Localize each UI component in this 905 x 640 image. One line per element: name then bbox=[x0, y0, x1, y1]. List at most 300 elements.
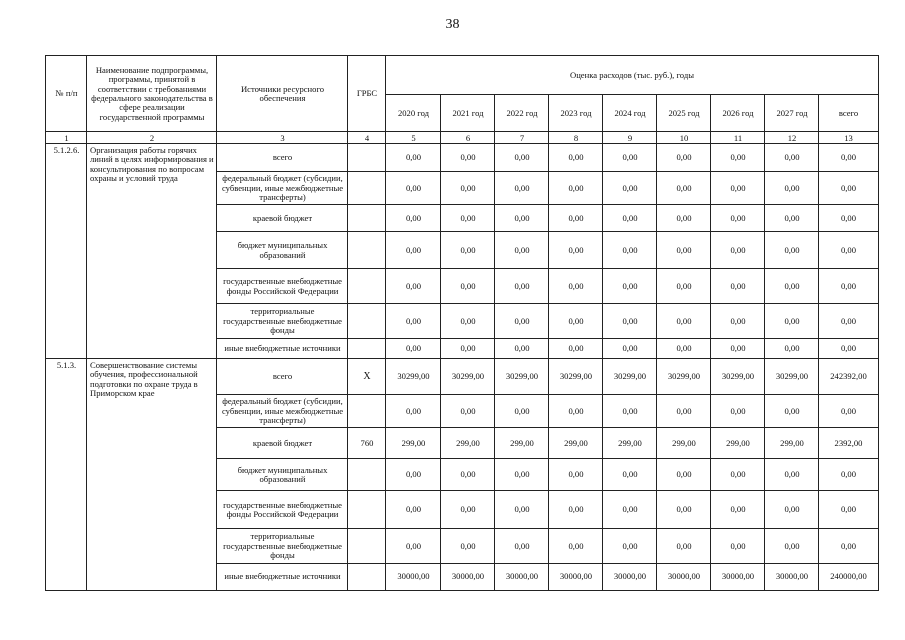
group-1-row-0-value-2-text: 30299,00 bbox=[505, 371, 539, 382]
group-0-row-6-value-7-text: 0,00 bbox=[784, 343, 800, 354]
group-1-row-3-value-1-text: 0,00 bbox=[460, 469, 476, 480]
group-1-row-3-value-2 bbox=[494, 458, 549, 491]
group-1-row-4-value-8-text: 0,00 bbox=[840, 504, 857, 515]
group-0-row-4-value-5-text: 0,00 bbox=[676, 280, 692, 291]
group-0-row-0-value-7 bbox=[764, 143, 819, 172]
group-0-row-1-value-6-text: 0,00 bbox=[730, 182, 746, 193]
group-0-row-1-value-8-text: 0,00 bbox=[840, 182, 857, 193]
group-0-row-4-value-1-text: 0,00 bbox=[460, 280, 476, 291]
group-1-row-2-value-6-text: 299,00 bbox=[726, 437, 750, 448]
group-0-row-4-grbs bbox=[347, 268, 386, 304]
group-1-num-text: 5.1.3. bbox=[56, 360, 77, 370]
group-0-row-0-value-1 bbox=[440, 143, 495, 172]
group-1-row-3-value-6-text: 0,00 bbox=[730, 469, 746, 480]
group-0-row-3-value-4-text: 0,00 bbox=[622, 244, 638, 255]
group-0-row-5-value-1 bbox=[440, 303, 495, 339]
group-1-row-0-value-4 bbox=[602, 358, 657, 395]
group-0-name-text: Организация работы горячих линий в целях информирования и консультирования по вопросам охраны и условий труда bbox=[90, 145, 214, 184]
group-1-row-4-value-5-text: 0,00 bbox=[676, 504, 692, 515]
group-0-row-2-value-7 bbox=[764, 204, 819, 232]
group-0-row-2-value-1 bbox=[440, 204, 495, 232]
group-1-row-2-grbs bbox=[347, 427, 386, 459]
group-1-row-1-value-1-text: 0,00 bbox=[460, 405, 476, 416]
group-1-row-1-value-4 bbox=[602, 394, 657, 428]
group-1-row-0-grbs bbox=[347, 358, 386, 395]
group-0-row-4-value-4-text: 0,00 bbox=[622, 280, 638, 291]
group-0-row-4-value-7-text: 0,00 bbox=[784, 280, 800, 291]
header-num-text: № п/п bbox=[55, 88, 78, 99]
header-estimate bbox=[385, 55, 879, 95]
group-1-row-2-grbs-text: 760 bbox=[360, 437, 374, 448]
group-0-row-5-value-8 bbox=[818, 303, 879, 339]
group-0-row-2-value-0-text: 0,00 bbox=[405, 212, 422, 223]
group-0-row-0-grbs bbox=[347, 143, 386, 172]
header-year-7-text: 2027 год bbox=[776, 107, 808, 118]
group-0-row-6-value-5 bbox=[656, 338, 711, 359]
header-year-6-text: 2026 год bbox=[722, 107, 754, 118]
group-1-row-1-value-5-text: 0,00 bbox=[676, 405, 692, 416]
group-0-row-4-value-8-text: 0,00 bbox=[840, 280, 857, 291]
group-1-row-1-source bbox=[216, 394, 348, 428]
group-1-row-3-value-8-text: 0,00 bbox=[840, 469, 857, 480]
group-1-row-5-source bbox=[216, 528, 348, 564]
column-number-3-text: 3 bbox=[280, 132, 285, 143]
group-1-row-1-value-4-text: 0,00 bbox=[622, 405, 638, 416]
header-grbs-text: ГРБС bbox=[356, 88, 378, 99]
group-1-row-1-value-7-text: 0,00 bbox=[784, 405, 800, 416]
group-1-row-2-value-0-text: 299,00 bbox=[401, 437, 426, 448]
group-0-row-6-value-1 bbox=[440, 338, 495, 359]
group-1-row-1-value-2 bbox=[494, 394, 549, 428]
group-1-row-3-value-3 bbox=[548, 458, 603, 491]
column-number-12-text: 12 bbox=[787, 132, 797, 143]
group-0-row-1-value-1-text: 0,00 bbox=[460, 182, 476, 193]
header-year-2 bbox=[494, 94, 549, 132]
header-num bbox=[45, 55, 87, 132]
group-1-row-4-value-7-text: 0,00 bbox=[784, 504, 800, 515]
group-0-row-3-value-7 bbox=[764, 231, 819, 269]
group-0-row-1-value-5-text: 0,00 bbox=[676, 182, 692, 193]
group-0-row-1-source bbox=[216, 171, 348, 205]
group-0-row-1-value-1 bbox=[440, 171, 495, 205]
group-1-row-0-value-7-text: 30299,00 bbox=[775, 371, 809, 382]
group-1-row-0-value-4-text: 30299,00 bbox=[613, 371, 647, 382]
group-0-row-0-value-5-text: 0,00 bbox=[676, 152, 692, 163]
header-source-text: Источники ресурсного обеспечения bbox=[240, 83, 325, 103]
group-1-row-2-value-0 bbox=[385, 427, 441, 459]
column-number-2-text: 2 bbox=[149, 132, 155, 143]
group-1-row-6-value-0 bbox=[385, 563, 441, 591]
column-number-11-text: 11 bbox=[733, 132, 743, 143]
group-1-row-6-value-8-text: 240000,00 bbox=[830, 571, 867, 582]
group-0-row-2-value-2 bbox=[494, 204, 549, 232]
group-1-row-5-value-1-text: 0,00 bbox=[460, 540, 476, 551]
group-0-row-5-value-5-text: 0,00 bbox=[676, 315, 692, 326]
group-0-row-0-value-5 bbox=[656, 143, 711, 172]
group-1-row-6-value-8 bbox=[818, 563, 879, 591]
group-1-row-3-grbs bbox=[347, 458, 386, 491]
group-1-row-5-value-7-text: 0,00 bbox=[784, 540, 800, 551]
header-year-4-text: 2024 год bbox=[614, 107, 646, 118]
group-1-row-3-value-1 bbox=[440, 458, 495, 491]
group-1-row-4-value-8 bbox=[818, 490, 879, 529]
group-0-row-4-value-2-text: 0,00 bbox=[514, 280, 530, 291]
group-1-row-0-value-3-text: 30299,00 bbox=[559, 371, 593, 382]
group-1-row-3-value-7-text: 0,00 bbox=[784, 469, 800, 480]
group-1-row-6-value-6-text: 30000,00 bbox=[721, 571, 755, 582]
group-0-row-2-value-4 bbox=[602, 204, 657, 232]
group-0-row-4-value-6 bbox=[710, 268, 765, 304]
column-number-10-text: 10 bbox=[679, 132, 689, 143]
group-0-row-6-value-5-text: 0,00 bbox=[676, 343, 692, 354]
group-0-row-4-value-0 bbox=[385, 268, 441, 304]
group-1-row-6-value-1-text: 30000,00 bbox=[451, 571, 485, 582]
group-0-row-2-value-3 bbox=[548, 204, 603, 232]
group-1-row-4-value-6 bbox=[710, 490, 765, 529]
group-0-row-1-value-4 bbox=[602, 171, 657, 205]
group-1-row-4-grbs bbox=[347, 490, 386, 529]
group-0-row-0-value-0-text: 0,00 bbox=[405, 152, 422, 163]
group-1-row-3-value-4 bbox=[602, 458, 657, 491]
group-0-row-3-value-6 bbox=[710, 231, 765, 269]
group-0-row-4-value-2 bbox=[494, 268, 549, 304]
group-1-row-2-value-1-text: 299,00 bbox=[456, 437, 480, 448]
group-0-row-0-value-2-text: 0,00 bbox=[514, 152, 530, 163]
group-0-row-5-value-4-text: 0,00 bbox=[622, 315, 638, 326]
group-1-row-3-value-3-text: 0,00 bbox=[568, 469, 584, 480]
header-year-4 bbox=[602, 94, 657, 132]
group-0-row-3-value-3-text: 0,00 bbox=[568, 244, 584, 255]
group-0-row-4-value-0-text: 0,00 bbox=[405, 280, 422, 291]
group-1-row-6-value-0-text: 30000,00 bbox=[397, 571, 430, 582]
group-0-row-6-value-8-text: 0,00 bbox=[840, 343, 857, 354]
group-1-row-1-value-8 bbox=[818, 394, 879, 428]
group-0-row-0-value-6 bbox=[710, 143, 765, 172]
header-estimate-text: Оценка расходов (тыс. руб.), годы bbox=[570, 69, 694, 80]
group-1-row-2-value-4 bbox=[602, 427, 657, 459]
group-1-name-text: Совершенствование системы обучения, профессиональной подготовки по охране труда в Приморском крае bbox=[90, 360, 198, 399]
group-1-row-5-value-0 bbox=[385, 528, 441, 564]
group-0-row-4-value-5 bbox=[656, 268, 711, 304]
group-0-row-5-grbs bbox=[347, 303, 386, 339]
group-0-row-6-value-2-text: 0,00 bbox=[514, 343, 530, 354]
group-1-row-6-value-6 bbox=[710, 563, 765, 591]
header-year-2-text: 2022 год bbox=[506, 107, 538, 118]
group-0-row-4-source-text: государственные внебюджетные фонды Российской Федерации bbox=[223, 276, 342, 296]
group-0-row-4-value-3-text: 0,00 bbox=[568, 280, 584, 291]
group-1-row-4-value-4 bbox=[602, 490, 657, 529]
column-number-6-text: 6 bbox=[465, 132, 471, 143]
group-0-row-4-value-6-text: 0,00 bbox=[730, 280, 746, 291]
group-0-row-0-value-4-text: 0,00 bbox=[622, 152, 638, 163]
header-year-1 bbox=[440, 94, 495, 132]
group-1-row-4-value-0 bbox=[385, 490, 441, 529]
header-grbs bbox=[347, 55, 386, 132]
group-1-row-6-value-7-text: 30000,00 bbox=[775, 571, 809, 582]
group-0-row-3-value-5 bbox=[656, 231, 711, 269]
group-0-row-1-value-4-text: 0,00 bbox=[622, 182, 638, 193]
header-name-text: Наименование подпрограммы, программы, принятой в соответствии с требованиями федерального законодательства в сфере реализации государственной программы bbox=[91, 64, 213, 122]
group-1-row-5-source-text: территориальные государственные внебюджетные фонды bbox=[223, 531, 342, 561]
group-0-row-3-value-4 bbox=[602, 231, 657, 269]
group-1-row-1-source-text: федеральный бюджет (субсидии, субвенции, иные межбюджетные трансферты) bbox=[221, 396, 344, 426]
group-0-row-6-value-4-text: 0,00 bbox=[622, 343, 638, 354]
group-1-row-6-value-3-text: 30000,00 bbox=[559, 571, 593, 582]
group-0-row-3-value-0-text: 0,00 bbox=[405, 244, 422, 255]
group-1-row-1-value-3 bbox=[548, 394, 603, 428]
group-1-row-0-value-6 bbox=[710, 358, 765, 395]
group-0-row-0-value-0 bbox=[385, 143, 441, 172]
group-0-row-2-value-6-text: 0,00 bbox=[730, 212, 746, 223]
group-1-row-3-value-0-text: 0,00 bbox=[405, 469, 422, 480]
group-1-row-1-value-0 bbox=[385, 394, 441, 428]
group-0-row-5-value-0-text: 0,00 bbox=[405, 315, 422, 326]
group-0-row-3-value-5-text: 0,00 bbox=[676, 244, 692, 255]
group-1-row-0-value-7 bbox=[764, 358, 819, 395]
group-0-row-0-value-3 bbox=[548, 143, 603, 172]
group-1-row-2-value-3-text: 299,00 bbox=[564, 437, 588, 448]
group-1-row-1-value-1 bbox=[440, 394, 495, 428]
group-0-row-3-value-8-text: 0,00 bbox=[840, 244, 857, 255]
group-0-row-3-source-text: бюджет муниципальных образований bbox=[237, 240, 328, 260]
group-1-row-0-value-5-text: 30299,00 bbox=[667, 371, 701, 382]
group-0-row-5-value-2 bbox=[494, 303, 549, 339]
group-1-row-3-value-5 bbox=[656, 458, 711, 491]
group-1-row-3-source bbox=[216, 458, 348, 491]
group-1-row-4-value-2-text: 0,00 bbox=[514, 504, 530, 515]
group-0-row-1-source-text: федеральный бюджет (субсидии, субвенции, иные межбюджетные трансферты) bbox=[221, 173, 344, 203]
group-0-row-1-value-8 bbox=[818, 171, 879, 205]
group-0-row-2-value-8 bbox=[818, 204, 879, 232]
group-1-row-3-value-7 bbox=[764, 458, 819, 491]
group-1-num bbox=[45, 358, 87, 591]
column-number-4-text: 4 bbox=[364, 132, 370, 143]
group-0-row-2-source-text: краевой бюджет bbox=[252, 212, 313, 223]
group-1-row-2-source-text: краевой бюджет bbox=[252, 437, 313, 448]
group-0-row-3-value-1-text: 0,00 bbox=[460, 244, 476, 255]
group-0-row-0-value-8-text: 0,00 bbox=[840, 152, 857, 163]
group-0-row-0-value-4 bbox=[602, 143, 657, 172]
group-0-row-4-value-8 bbox=[818, 268, 879, 304]
group-0-row-0-value-7-text: 0,00 bbox=[784, 152, 800, 163]
group-0-row-2-value-4-text: 0,00 bbox=[622, 212, 638, 223]
group-0-row-0-value-6-text: 0,00 bbox=[730, 152, 746, 163]
group-0-row-3-value-2 bbox=[494, 231, 549, 269]
group-1-row-1-value-0-text: 0,00 bbox=[405, 405, 422, 416]
group-0-row-0-value-8 bbox=[818, 143, 879, 172]
group-1-row-4-source-text: государственные внебюджетные фонды Российской Федерации bbox=[223, 499, 342, 519]
group-1-row-3-value-5-text: 0,00 bbox=[676, 469, 692, 480]
group-1-row-3-value-2-text: 0,00 bbox=[514, 469, 530, 480]
group-1-row-0-value-0 bbox=[385, 358, 441, 395]
group-0-row-6-value-3 bbox=[548, 338, 603, 359]
header-year-6 bbox=[710, 94, 765, 132]
column-number-5-text: 5 bbox=[411, 132, 416, 143]
group-1-row-1-value-7 bbox=[764, 394, 819, 428]
group-0-row-5-value-6-text: 0,00 bbox=[730, 315, 746, 326]
group-1-row-6-value-5 bbox=[656, 563, 711, 591]
group-1-row-5-value-7 bbox=[764, 528, 819, 564]
group-1-row-5-value-1 bbox=[440, 528, 495, 564]
group-0-row-6-grbs bbox=[347, 338, 386, 359]
group-1-row-0-value-8 bbox=[818, 358, 879, 395]
group-1-row-2-value-7-text: 299,00 bbox=[780, 437, 804, 448]
group-0-row-1-value-3-text: 0,00 bbox=[568, 182, 584, 193]
group-1-row-5-value-6 bbox=[710, 528, 765, 564]
group-1-row-6-source-text: иные внебюджетные источники bbox=[224, 571, 341, 582]
group-1-row-2-value-1 bbox=[440, 427, 495, 459]
group-1-row-4-value-7 bbox=[764, 490, 819, 529]
group-0-row-6-value-8 bbox=[818, 338, 879, 359]
group-1-row-0-value-8-text: 242392,00 bbox=[830, 371, 867, 382]
group-1-row-5-value-2 bbox=[494, 528, 549, 564]
group-1-row-0-source-text: всего bbox=[272, 371, 293, 382]
group-0-row-1-value-2-text: 0,00 bbox=[514, 182, 530, 193]
group-0-row-2-value-1-text: 0,00 bbox=[460, 212, 476, 223]
group-0-row-3-value-6-text: 0,00 bbox=[730, 244, 746, 255]
group-1-row-2-value-7 bbox=[764, 427, 819, 459]
group-1-row-0-value-1 bbox=[440, 358, 495, 395]
group-0-row-6-value-6-text: 0,00 bbox=[730, 343, 746, 354]
group-0-row-1-value-6 bbox=[710, 171, 765, 205]
group-1-row-3-source-text: бюджет муниципальных образований bbox=[237, 464, 328, 484]
group-1-row-1-value-3-text: 0,00 bbox=[568, 405, 584, 416]
group-0-row-2-value-2-text: 0,00 bbox=[514, 212, 530, 223]
group-0-row-6-value-1-text: 0,00 bbox=[460, 343, 476, 354]
group-0-row-0-source-text: всего bbox=[272, 152, 293, 163]
group-1-row-2-value-6 bbox=[710, 427, 765, 459]
group-0-row-5-value-3 bbox=[548, 303, 603, 339]
group-1-row-4-value-5 bbox=[656, 490, 711, 529]
header-year-5-text: 2025 год bbox=[668, 107, 700, 118]
group-0-row-6-value-7 bbox=[764, 338, 819, 359]
group-0-row-5-value-0 bbox=[385, 303, 441, 339]
group-1-row-2-value-3 bbox=[548, 427, 603, 459]
group-1-row-0-value-5 bbox=[656, 358, 711, 395]
group-1-row-5-value-4-text: 0,00 bbox=[622, 540, 638, 551]
group-1-row-4-value-0-text: 0,00 bbox=[405, 504, 422, 515]
group-1-row-3-value-4-text: 0,00 bbox=[622, 469, 638, 480]
group-1-row-6-value-3 bbox=[548, 563, 603, 591]
group-0-row-0-value-1-text: 0,00 bbox=[460, 152, 476, 163]
group-0-row-6-value-2 bbox=[494, 338, 549, 359]
group-1-row-4-value-1-text: 0,00 bbox=[460, 504, 476, 515]
group-0-row-1-value-0-text: 0,00 bbox=[405, 182, 422, 193]
group-1-row-6-value-5-text: 30000,00 bbox=[667, 571, 701, 582]
group-1-row-2-value-4-text: 299,00 bbox=[618, 437, 642, 448]
header-year-3-text: 2023 год bbox=[560, 107, 592, 118]
group-0-name bbox=[86, 143, 217, 359]
group-1-row-6-value-2 bbox=[494, 563, 549, 591]
group-0-row-2-value-3-text: 0,00 bbox=[568, 212, 584, 223]
group-0-num bbox=[45, 143, 87, 359]
group-0-row-3-value-1 bbox=[440, 231, 495, 269]
group-1-row-5-value-6-text: 0,00 bbox=[730, 540, 746, 551]
group-0-row-2-value-7-text: 0,00 bbox=[784, 212, 800, 223]
group-1-row-5-value-5-text: 0,00 bbox=[676, 540, 692, 551]
group-1-row-4-value-6-text: 0,00 bbox=[730, 504, 746, 515]
group-0-row-6-value-3-text: 0,00 bbox=[568, 343, 584, 354]
group-0-row-2-value-5-text: 0,00 bbox=[676, 212, 692, 223]
group-1-row-5-value-0-text: 0,00 bbox=[405, 540, 422, 551]
group-0-row-1-value-7-text: 0,00 bbox=[784, 182, 800, 193]
group-1-row-1-value-6 bbox=[710, 394, 765, 428]
group-1-row-2-value-8 bbox=[818, 427, 879, 459]
group-1-row-0-grbs-text: X bbox=[363, 371, 371, 383]
group-1-row-5-value-5 bbox=[656, 528, 711, 564]
group-0-row-5-value-7 bbox=[764, 303, 819, 339]
group-0-row-1-value-3 bbox=[548, 171, 603, 205]
group-0-row-4-value-3 bbox=[548, 268, 603, 304]
header-year-7 bbox=[764, 94, 819, 132]
group-0-row-4-value-4 bbox=[602, 268, 657, 304]
group-0-row-5-value-6 bbox=[710, 303, 765, 339]
group-1-row-4-value-3-text: 0,00 bbox=[568, 504, 584, 515]
group-0-row-4-source bbox=[216, 268, 348, 304]
group-0-num-text: 5.1.2.6. bbox=[53, 145, 80, 155]
page-number: 38 bbox=[445, 17, 460, 32]
group-1-row-0-value-1-text: 30299,00 bbox=[451, 371, 485, 382]
group-0-row-4-value-7 bbox=[764, 268, 819, 304]
group-0-row-5-value-7-text: 0,00 bbox=[784, 315, 800, 326]
group-1-row-5-value-8-text: 0,00 bbox=[840, 540, 857, 551]
group-0-row-5-value-5 bbox=[656, 303, 711, 339]
header-year-0 bbox=[385, 94, 441, 132]
group-0-row-6-value-4 bbox=[602, 338, 657, 359]
group-0-row-6-source bbox=[216, 338, 348, 359]
group-1-row-4-value-2 bbox=[494, 490, 549, 529]
header-year-0-text: 2020 год bbox=[397, 107, 430, 118]
group-0-row-6-source-text: иные внебюджетные источники bbox=[224, 343, 341, 354]
header-source bbox=[216, 55, 348, 132]
header-name bbox=[86, 55, 217, 132]
group-1-row-4-value-1 bbox=[440, 490, 495, 529]
group-1-row-2-value-5 bbox=[656, 427, 711, 459]
group-1-row-2-source bbox=[216, 427, 348, 459]
group-0-row-6-value-0-text: 0,00 bbox=[405, 343, 422, 354]
group-1-row-0-value-3 bbox=[548, 358, 603, 395]
group-1-row-2-value-2-text: 299,00 bbox=[510, 437, 534, 448]
group-0-row-0-value-2 bbox=[494, 143, 549, 172]
group-0-row-1-value-2 bbox=[494, 171, 549, 205]
column-number-8-text: 8 bbox=[573, 132, 579, 143]
group-1-row-2-value-8-text: 2392,00 bbox=[834, 437, 863, 448]
header-year-3 bbox=[548, 94, 603, 132]
group-1-row-6-value-4 bbox=[602, 563, 657, 591]
column-number-9-text: 9 bbox=[627, 132, 633, 143]
group-1-row-5-value-8 bbox=[818, 528, 879, 564]
group-1-row-1-value-8-text: 0,00 bbox=[840, 405, 857, 416]
group-0-row-5-value-4 bbox=[602, 303, 657, 339]
group-0-row-3-value-7-text: 0,00 bbox=[784, 244, 800, 255]
group-1-row-6-source bbox=[216, 563, 348, 591]
group-1-row-4-source bbox=[216, 490, 348, 529]
group-1-row-5-grbs bbox=[347, 528, 386, 564]
group-1-row-0-value-2 bbox=[494, 358, 549, 395]
group-1-name bbox=[86, 358, 217, 591]
group-0-row-2-value-5 bbox=[656, 204, 711, 232]
header-year-8-text: всего bbox=[838, 107, 859, 118]
group-1-row-1-value-2-text: 0,00 bbox=[514, 405, 530, 416]
group-0-row-2-grbs bbox=[347, 204, 386, 232]
group-1-row-5-value-3 bbox=[548, 528, 603, 564]
group-0-row-6-value-6 bbox=[710, 338, 765, 359]
group-1-row-6-value-2-text: 30000,00 bbox=[505, 571, 539, 582]
group-0-row-2-value-8-text: 0,00 bbox=[840, 212, 857, 223]
group-1-row-4-value-4-text: 0,00 bbox=[622, 504, 638, 515]
group-1-row-6-value-7 bbox=[764, 563, 819, 591]
column-number-1-text: 1 bbox=[64, 132, 69, 143]
